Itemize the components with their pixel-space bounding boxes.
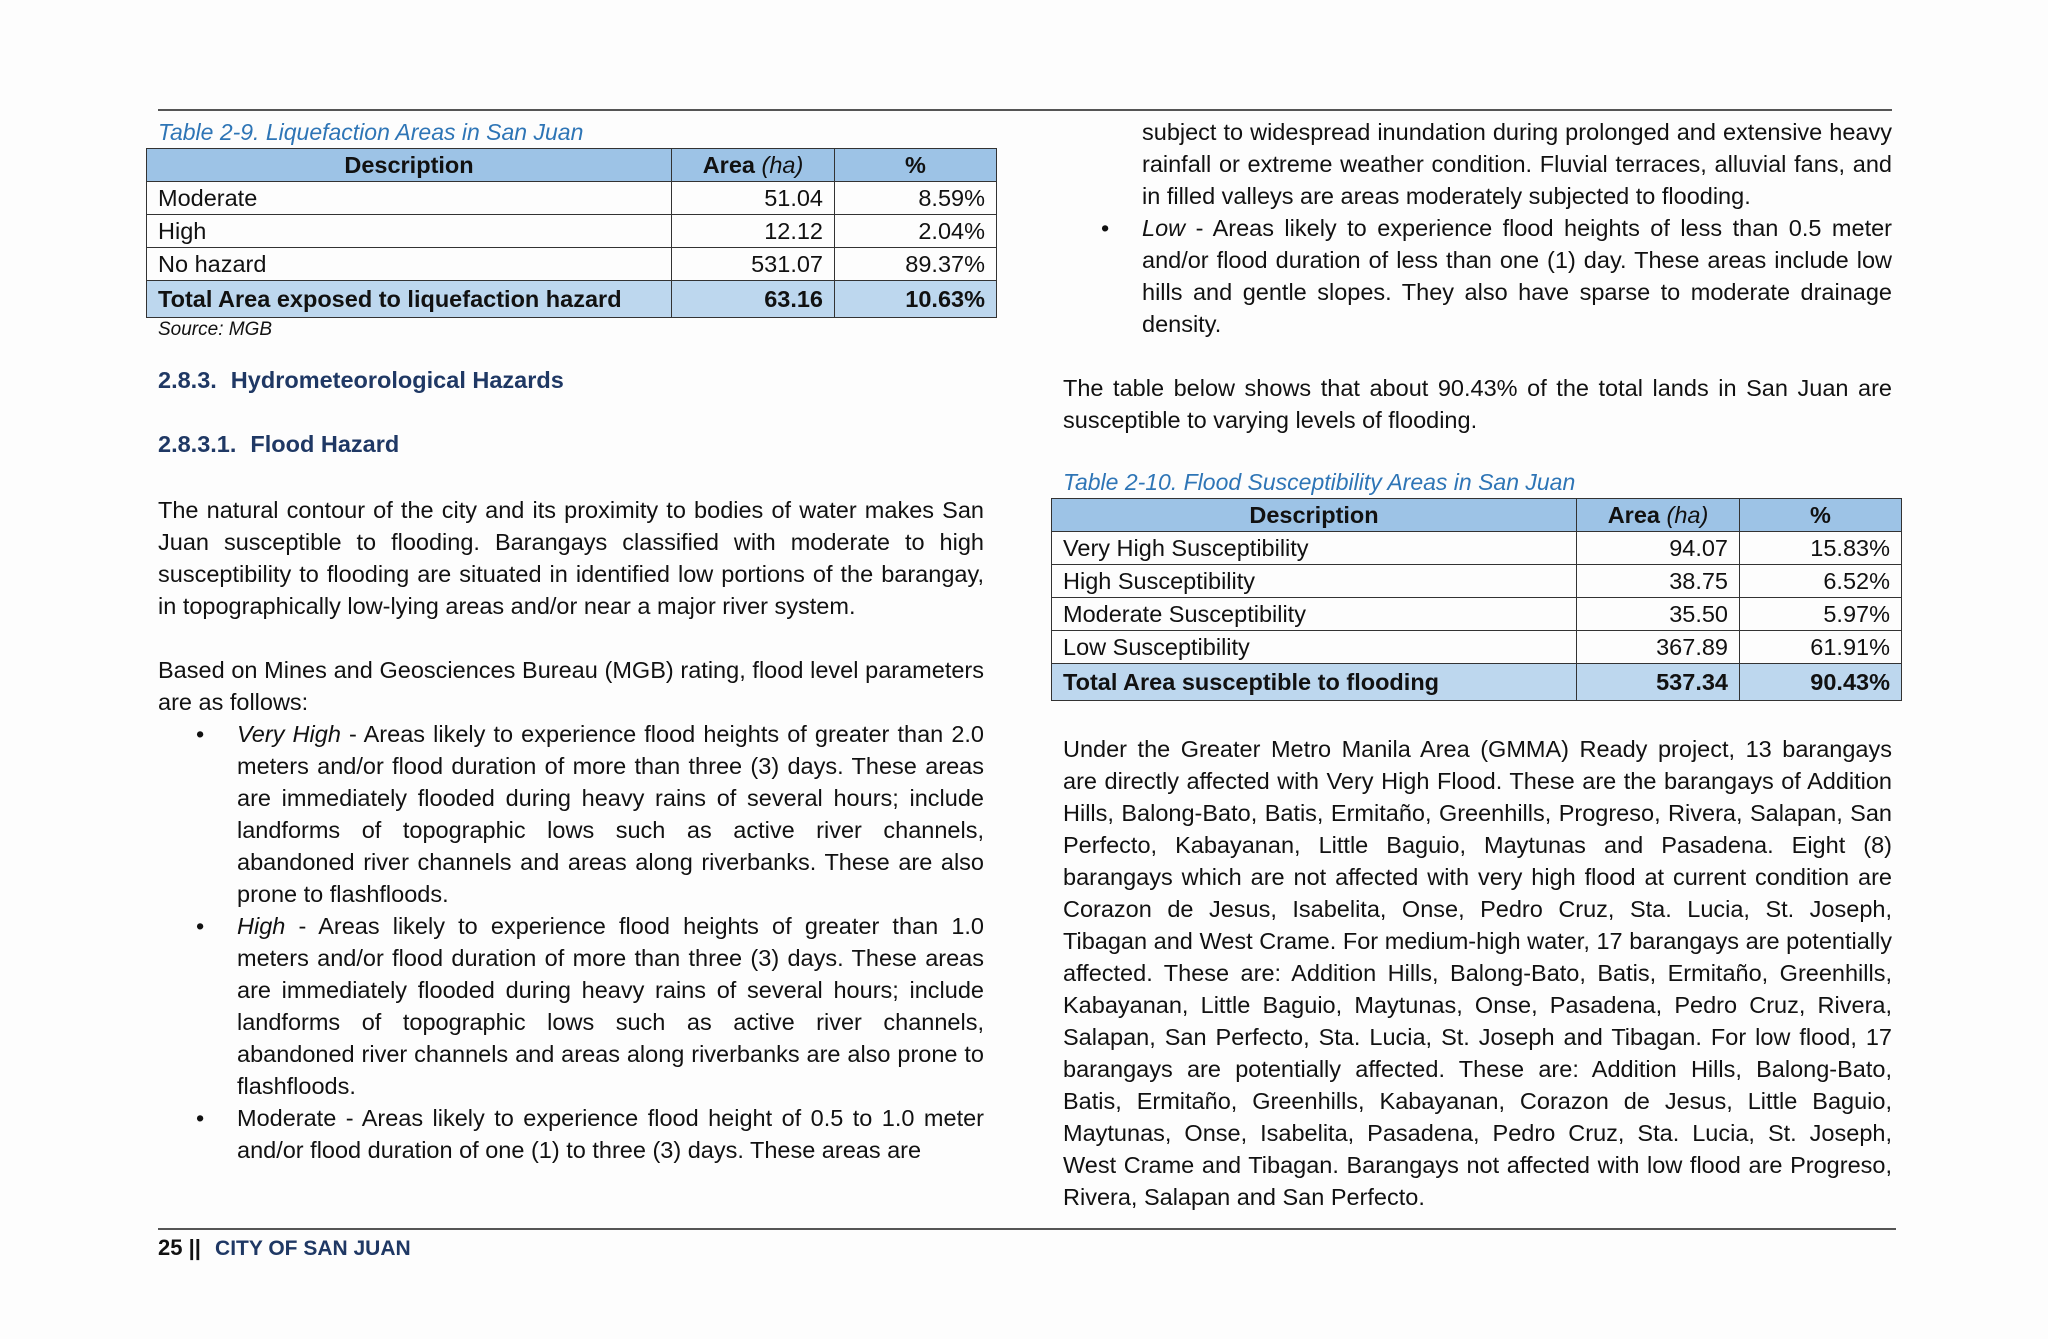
- col-header-description: Description: [147, 149, 672, 182]
- cell-area: 38.75: [1577, 565, 1740, 598]
- page-number: 25: [158, 1235, 183, 1260]
- list-item: • High - Areas likely to experience flood heights of greater than 1.0 meters and/or flood duration of more than three (3) days. These areas are immediately flooded during heavy rains of several hours; include landforms of topographic lows such as active river channels, abandoned river channels and areas along riverbanks are also prone to flashfloods.: [158, 910, 984, 1102]
- cell-description: Moderate Susceptibility: [1052, 598, 1577, 631]
- cell-description: High Susceptibility: [1052, 565, 1577, 598]
- cell-total-percent: 90.43%: [1740, 664, 1902, 701]
- col-header-percent: %: [835, 149, 997, 182]
- header-rule: [158, 109, 1892, 111]
- col-header-area: Area (ha): [1577, 499, 1740, 532]
- cell-area: 531.07: [672, 248, 835, 281]
- col-header-percent: %: [1740, 499, 1902, 532]
- subsection-heading: 2.8.3.1. Flood Hazard: [158, 431, 400, 457]
- list-item: • Low - Areas likely to experience flood heights of less than 0.5 meter and/or flood duration of less than one (1) day. These areas include low hills and gentle slopes. They also have sparse to moderate drainage density.: [1063, 212, 1892, 340]
- footer-city-name: CITY OF SAN JUAN: [215, 1237, 411, 1260]
- cell-percent: 6.52%: [1740, 565, 1902, 598]
- table-row: [1052, 631, 1902, 664]
- mgb-rating-paragraph: Based on Mines and Geosciences Bureau (MGB) rating, flood level parameters are as follows:: [158, 657, 984, 715]
- gmma-paragraph: Under the Greater Metro Manila Area (GMMA) Ready project, 13 barangays are directly affected with Very High Flood. These are the barangays of Addition Hills, Balong-Bato, Batis, Ermitaño, Greenhills, Progreso, Rivera, Salapan, San Perfecto, Kabayanan, Little Baguio, Maytunas and Pasadena. Eight (8) barangays which are not affected with very high flood at current condition are Corazon de Jesus, Isabelita, Onse, Pedro Cruz, Sta. Lucia, St. Joseph, Tibagan and West Crame. For medium-high water, 17 barangays are potentially affected. These are: Addition Hills, Balong-Bato, Batis, Ermitaño, Greenhills, Kabayanan, Little Baguio, Maytunas, Onse, Pasadena, Pedro Cruz, Rivera, Salapan, San Perfecto, Sta. Lucia, St. Joseph and Tibagan. For low flood, 17 barangays are potentially affected. These are: Addition Hills, Balong-Bato, Batis, Ermitaño, Greenhills, Kabayanan, Corazon de Jesus, Little Baguio, Maytunas, Onse, Isabelita, Pasadena, Pedro Cruz, Sta. Lucia, St. Joseph, West Crame and Tibagan. Barangays not affected with low flood are Progreso, Rivera, Salapan and San Perfecto.: [1063, 736, 1892, 1210]
- flood-intro-paragraph: The natural contour of the city and its proximity to bodies of water makes San Juan susceptible to flooding. Barangays classified with moderate to high susceptibility to flooding are situated in identified low portions of the barangay, in topographically low-lying areas and/or near a major river system.: [158, 497, 984, 619]
- cell-description: High: [147, 215, 672, 248]
- table-row: [1052, 598, 1902, 631]
- col-header-description: Description: [1052, 499, 1577, 532]
- bullet-icon: •: [1101, 215, 1110, 241]
- cell-total-area: 63.16: [672, 281, 835, 318]
- table-2-9-caption: Table 2-9. Liquefaction Areas in San Juan: [158, 119, 584, 145]
- cell-description: Low Susceptibility: [1052, 631, 1577, 664]
- cell-area: 12.12: [672, 215, 835, 248]
- footer-separator: ||: [188, 1235, 201, 1260]
- list-item: • Very High - Areas likely to experience flood heights of greater than 2.0 meters and/or flood duration of more than three (3) days. These areas are immediately flooded during heavy rains of several hours; include landforms of topographic lows such as active river channels, abandoned river channels and areas along riverbanks. These are also prone to flashfloods.: [158, 718, 984, 910]
- table-header-row: [1052, 499, 1902, 532]
- liquefaction-table: [146, 148, 997, 318]
- section-heading: 2.8.3. Hydrometeorological Hazards: [158, 367, 564, 393]
- table-row: [147, 182, 997, 215]
- cell-total-description: Total Area susceptible to flooding: [1052, 664, 1577, 701]
- table-row: [147, 215, 997, 248]
- cell-percent: 5.97%: [1740, 598, 1902, 631]
- cell-area: 51.04: [672, 182, 835, 215]
- list-item: • Moderate - Areas likely to experience flood height of 0.5 to 1.0 meter and/or flood duration of one (1) to three (3) days. These areas are: [158, 1102, 984, 1166]
- col-header-area: Area (ha): [672, 149, 835, 182]
- bullet-icon: •: [196, 913, 205, 939]
- table-row: [147, 248, 997, 281]
- table-source: Source: MGB: [158, 319, 273, 340]
- cell-description: Very High Susceptibility: [1052, 532, 1577, 565]
- table-intro-paragraph: The table below shows that about 90.43% of the total lands in San Juan are susceptible to varying levels of flooding.: [1063, 375, 1892, 433]
- cell-area: 367.89: [1577, 631, 1740, 664]
- cell-area: 35.50: [1577, 598, 1740, 631]
- table-header-row: [147, 149, 997, 182]
- table-row: [1052, 565, 1902, 598]
- bullet-icon: •: [196, 721, 205, 747]
- cell-total-percent: 10.63%: [835, 281, 997, 318]
- flood-susceptibility-table: [1051, 498, 1902, 701]
- cell-percent: 61.91%: [1740, 631, 1902, 664]
- cell-total-area: 537.34: [1577, 664, 1740, 701]
- cell-percent: 89.37%: [835, 248, 997, 281]
- cell-description: Moderate: [147, 182, 672, 215]
- cell-description: No hazard: [147, 248, 672, 281]
- table-total-row: [147, 281, 997, 318]
- table-2-10-caption: Table 2-10. Flood Susceptibility Areas in San Juan: [1063, 469, 1576, 495]
- left-column: [158, 116, 984, 1166]
- cell-total-description: Total Area exposed to liquefaction hazard: [147, 281, 672, 318]
- flood-level-list-continued: [1063, 212, 1892, 340]
- cell-percent: 2.04%: [835, 215, 997, 248]
- page-footer: [158, 1232, 411, 1265]
- cell-percent: 8.59%: [835, 182, 997, 215]
- flood-level-list: [158, 718, 984, 1166]
- table-total-row: [1052, 664, 1902, 701]
- cell-percent: 15.83%: [1740, 532, 1902, 565]
- bullet-icon: •: [196, 1105, 205, 1131]
- right-column: [1063, 116, 1892, 1213]
- cell-area: 94.07: [1577, 532, 1740, 565]
- table-row: [1052, 532, 1902, 565]
- moderate-continuation: subject to widespread inundation during prolonged and extensive heavy rainfall or extreme weather condition. Fluvial terraces, alluvial fans, and in filled valleys are areas moderately subjected to flooding.: [1142, 119, 1892, 209]
- footer-rule: [158, 1228, 1896, 1230]
